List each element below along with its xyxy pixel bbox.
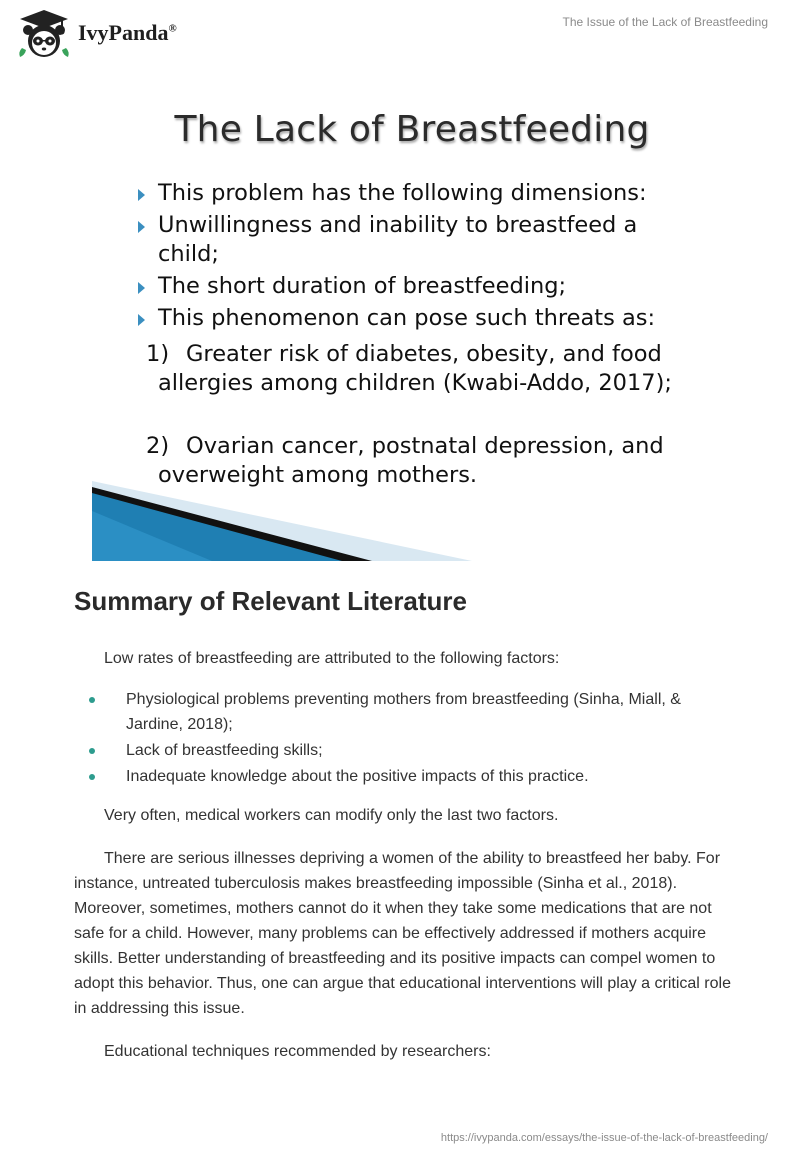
item-text: Ovarian cancer, postnatal depression, and overweight among mothers. [158,433,664,488]
bullet-dot-icon [89,748,95,754]
item-number: 1) [146,341,170,367]
triangle-bullet-icon [138,282,145,294]
item-text-wrap [146,340,686,398]
bullet-dot-icon [89,774,95,780]
list-item-text: Inadequate knowledge about the positive impacts of this practice. [126,768,589,785]
triangle-bullet-icon [138,221,145,233]
bullet-dot-icon [89,697,95,703]
slide-bullet-text: The short duration of breastfeeding; [158,273,567,299]
slide-numbered-item [146,340,686,398]
document-title: The Issue of the Lack of Breastfeeding [562,15,768,29]
list-item [74,738,734,763]
intro-paragraph: Low rates of breastfeeding are attributed to the following factors: [104,650,560,667]
list-item-text: Lack of breastfeeding skills; [126,742,323,759]
source-url[interactable]: https://ivypanda.com/essays/the-issue-of-the-lack-of-breastfeeding/ [440,1132,768,1144]
section-heading: Summary of Relevant Literature [74,586,468,616]
slide-bullet [138,304,698,333]
slide-bullet [138,272,698,301]
slide-bullet-text: This phenomenon can pose such threats as: [158,305,656,331]
illness-paragraph: There are serious illnesses depriving a women of the ability to breastfeed her baby. For instance, untreated tuberculosis makes breastfeeding impossible (Sinha et al., 2018). Moreover, sometimes, mothers cannot do it when they take some medications that are not safe for a child. However, many problems can be effectively addressed if mothers acquire skills. Better understanding of breastfeeding and its positive impacts can compel women to adopt this behavior. Thus, one can argue that educational interventions will play a critical role in addressing this issue. [74,850,731,1017]
list-item-text: Physiological problems preventing mothers from breastfeeding (Sinha, Miall, & Jardine, 2018); [126,691,681,733]
registered-mark: ® [168,22,177,35]
slide-title: The Lack of Breastfeeding [174,109,650,150]
brand-text: IvyPanda [78,20,169,45]
presentation-slide [92,95,712,561]
list-item [74,764,734,789]
techniques-paragraph: Educational techniques recommended by researchers: [104,1043,491,1060]
panda-graduate-logo-icon[interactable] [16,8,72,60]
modify-paragraph: Very often, medical workers can modify only the last two factors. [104,807,559,824]
slide-bullet-text: This problem has the following dimensions: [158,180,647,206]
triangle-bullet-icon [138,314,145,326]
list-item [74,687,734,737]
triangle-bullet-icon [138,189,145,201]
slide-decorative-wedge [92,481,472,561]
brand-name[interactable] [78,20,177,46]
slide-bullet [138,211,698,269]
item-number: 2) [146,433,170,459]
slide-bullet-text: Unwillingness and inability to breastfeed a child; [158,212,638,267]
slide-bullet [138,179,698,208]
factor-list [74,687,734,790]
page-header [0,0,800,70]
slide-bullet-list [138,179,698,336]
item-text: Greater risk of diabetes, obesity, and food allergies among children (Kwabi-Addo, 2017); [158,341,672,396]
